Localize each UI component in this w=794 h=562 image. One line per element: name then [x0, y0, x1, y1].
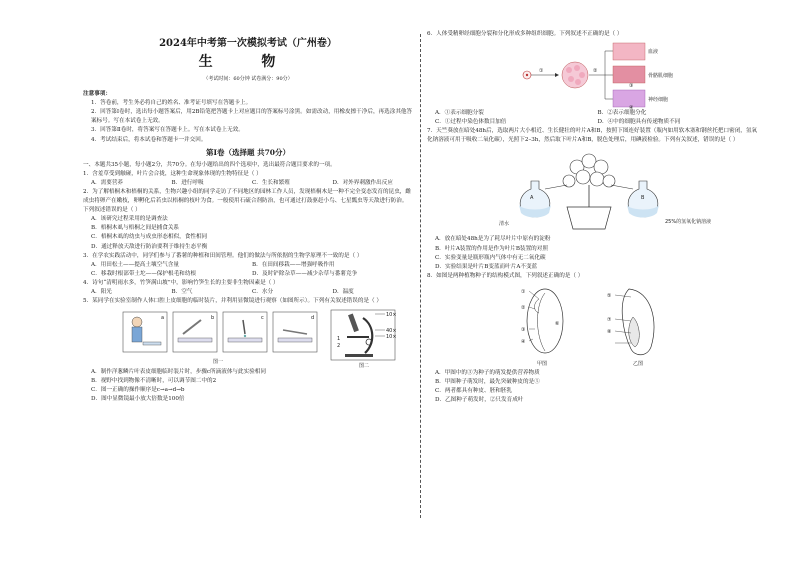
plant-experiment-figure [427, 145, 760, 235]
question-stem: 2．为了解梧桐木和梧桐的关系，生物兴趣小组的同学走访了不同地区的园林工作人员，发现梧桐木是一种不完全变态发育的昆虫，雌成虫将卵产在嫩枝，卵孵化后若虫以梧桐的枝叶为食。一般使用石硫合剂防治，也可通过打鼓驱赶小鸟、七星瓢虫等天敌进行防治。下列叙述错误的是（ ） [83, 188, 411, 214]
step-b-panel [173, 312, 217, 352]
magnification-label: 10× [386, 334, 397, 341]
question-3 [83, 252, 413, 279]
option[interactable]: B．视野中找到物像不清晰时，可以调节图二中的2 [91, 378, 217, 385]
part-number: ④ [521, 338, 526, 345]
panel-label-c: c [261, 315, 264, 322]
left-column [83, 30, 413, 405]
question-stem: 3．在学农实践活动中，同学们参与了番薯的种植和田间管理。他们的做法与所依据的生物学原理不一致的是（ ） [83, 252, 363, 259]
question-stem: 6．人体受精卵经细胞分裂和分化形成多种组织细胞。下列叙述不正确的是（ ） [427, 31, 623, 37]
flask-label: B [641, 195, 645, 202]
question-options [83, 368, 413, 404]
option[interactable]: C．生长和繁殖 [252, 179, 290, 186]
question-options [427, 235, 760, 271]
option[interactable]: C．两者都具有种皮、胚和胚乳 [435, 388, 512, 395]
right-column [427, 30, 760, 405]
option[interactable]: D．对外界刺激作出反应 [332, 179, 393, 186]
notes-block [83, 90, 413, 145]
option[interactable]: A．放在暗处48h是为了耗尽叶片中原有的淀粉 [435, 236, 551, 243]
figure-caption-1: 图一 [213, 359, 224, 366]
question-options [83, 288, 413, 297]
notes-item: 2．回答第Ⅰ卷时，选出每小题答案后，用2B铅笔把答题卡上对应题目的答案标号涂黑。如需改动，用橡皮擦干净后，再选涂其他答案标号。写在本试卷上无效。 [91, 109, 413, 125]
option[interactable]: A．甲图中的③为种子的萌发提供营养物质 [435, 369, 540, 376]
step-a-panel [123, 312, 167, 352]
option[interactable]: D．图中显微镜最小放大倍数是100倍 [91, 396, 185, 403]
option[interactable]: D．及时铲除杂草——减少杂草与番薯竞争 [252, 270, 358, 277]
flask-a-icon [519, 181, 567, 218]
question-8 [427, 272, 760, 405]
option[interactable]: A．阳光 [91, 288, 112, 295]
part-number: ③ [521, 326, 526, 333]
option[interactable]: B．空气 [171, 288, 193, 295]
notes-item: 3．回答第Ⅱ卷时，将答案写在答题卡上。写在本试卷上无效。 [91, 127, 244, 134]
option[interactable]: C．梧桐木虱的幼虫与成虫形态相似，食性相同 [91, 234, 208, 241]
option[interactable]: B．②表示细胞分化 [597, 110, 647, 117]
part-number: 1 [337, 336, 341, 343]
option[interactable]: D．乙图种子萌发时，②只发育成叶 [435, 397, 524, 404]
magnification-label: 40× [386, 328, 397, 335]
notes-heading: 注意事项： [83, 91, 111, 98]
option[interactable]: B．在田间移栽——增强呼吸作用 [252, 261, 335, 268]
question-6 [427, 30, 760, 127]
option[interactable]: C．实验变量是瓶形瓶内气体中有无二氧化碳 [435, 254, 546, 261]
figure-caption-left: 甲图 [537, 360, 548, 367]
tissue-label: 骨骼肌细胞 [648, 73, 674, 80]
flask-b-icon [611, 181, 659, 218]
step-number: ① [539, 68, 544, 75]
option[interactable]: D．④中的细胞具有传递物质不同 [597, 119, 681, 126]
part-number: 2 [337, 343, 341, 350]
option[interactable]: C．移栽时根部带土坨——保护根毛和幼根 [91, 270, 196, 277]
exam-subject: 生 物 [198, 54, 298, 70]
step-number: ② [593, 68, 598, 75]
question-1 [83, 170, 413, 188]
question-4 [83, 279, 413, 297]
column-divider [420, 34, 421, 518]
question-7 [427, 127, 760, 272]
plant-icon [563, 154, 615, 229]
figure-caption-2: 图二 [359, 363, 370, 369]
cell-differentiation-svg [427, 39, 760, 109]
question-options [83, 261, 413, 279]
magnification-label: 10× [386, 312, 397, 319]
tissue-label: 神经细胞 [648, 97, 669, 104]
figure-caption-right: 乙图 [633, 360, 644, 367]
naoh-label: 25%的氢氧化钠溶液 [665, 219, 712, 226]
seed-structure-figure [427, 281, 760, 369]
step-d-panel [273, 312, 317, 352]
option[interactable]: C．图一正确的操作顺序是c→a→d→b [91, 387, 185, 394]
cell-cluster-icon [562, 62, 588, 88]
question-2 [83, 188, 413, 252]
panel-label-b: b [211, 315, 215, 322]
option[interactable]: A．①表示细胞分裂 [435, 110, 484, 117]
blood-tissue-image [613, 43, 645, 60]
option[interactable]: B．叶片A装置的作用是作为叶片B装置的对照 [435, 245, 548, 252]
option[interactable]: D．实验结果是叶片B变蓝而叶片A不变蓝 [435, 263, 538, 270]
panel-label-a: a [161, 315, 165, 322]
question-options [427, 109, 760, 127]
panel-label-d: d [311, 315, 315, 322]
question-options [83, 179, 413, 188]
question-stem: 1．含羞草受到触碰，叶片会合拢，这种生命现象体现的生物特征是（ ） [83, 170, 262, 177]
option[interactable]: B．进行呼吸 [171, 179, 204, 186]
microscope-figure [83, 306, 413, 368]
part-number: ① [521, 288, 526, 295]
seed-structure-svg [427, 281, 760, 369]
option[interactable]: B．甲图种子萌发时，最先突破种皮的是⑤ [435, 379, 540, 386]
question-stem: 8．如图是两种植物种子的结构模式图，下列叙述正确的是（ ） [427, 272, 584, 279]
step-c-panel [223, 312, 267, 352]
section-intro: 一、本题共35小题，每小题2分，共70分。在每小题给出的四个选项中，选出最符合题目要求的一项。 [83, 161, 336, 168]
option[interactable]: A．用田松土——提高土壤空气含量 [91, 261, 179, 268]
option[interactable]: D．通过释放天敌进行防治要利于维持生态平衡 [91, 243, 208, 250]
microscope-icon [331, 310, 397, 368]
part-number: ② [521, 304, 526, 311]
option[interactable]: A．制作洋葱鳞片叶表皮细胞临时装片时，步骤c所滴液体与此实验相同 [91, 369, 266, 376]
part-number: ⑤ [607, 292, 612, 299]
tissue-label: 血液 [648, 49, 659, 56]
option[interactable]: A．需要营养 [91, 179, 124, 186]
question-options [83, 215, 413, 251]
plant-experiment-svg [427, 145, 760, 235]
part-number: ⑦ [607, 316, 612, 323]
water-label: 清水 [499, 221, 510, 228]
section-title: 第Ⅰ卷（选择题 共70分） [205, 147, 291, 157]
option[interactable]: C．水分 [252, 288, 274, 295]
microscope-figure-svg [83, 306, 413, 368]
notes-item: 4．考试结束后，将本试卷和答题卡一并交回。 [91, 136, 207, 143]
step-number: ④ [629, 105, 634, 110]
part-number: ⑥ [555, 320, 560, 327]
question-options [427, 369, 760, 405]
question-stem: 7．天竺葵放在暗处48h后，选取两片大小相近、生长健壮的叶片A和B，按照下图连好装置（瓶内如用软木塞和钢丝托把口密闭，氢氧化钠溶液可用于吸收二氧化碳），光照下2–3h，然后取下叶片A和B，脱色处理后，用碘液检验。下列有关叙述，错误的是（ ） [427, 128, 758, 144]
option[interactable]: D．温度 [332, 288, 354, 295]
step-number: ③ [629, 83, 634, 90]
question-5 [83, 297, 413, 404]
option[interactable]: A．该研究过程采用的是调查法 [91, 216, 168, 223]
option[interactable]: B．梧桐木虱与梧桐之间是捕食关系 [91, 225, 180, 232]
notes-item: 1．答卷前，考生务必将自己的姓名、准考证号填写在答题卡上。 [91, 100, 252, 107]
corn-seed-icon [607, 289, 654, 367]
exam-title: 2024年中考第一次模拟考试（广州卷） [159, 38, 337, 49]
question-stem: 5．某同学在实验室制作人体口腔上皮细胞的临时装片，并利用显微镜进行观察（如图所示）。下列有关叙述错误的是（ ） [83, 298, 383, 305]
part-number: ⑧ [607, 328, 612, 335]
option[interactable]: C．①过程中染色体数目加倍 [435, 119, 507, 126]
question-stem: 4．诗句“清明雨水多，竹笋满山坡”中，影响竹笋生长的主要非生物因素是（ ） [83, 279, 279, 286]
flask-label: A [530, 195, 534, 202]
cell-differentiation-figure [427, 39, 760, 109]
exam-meta: （考试时间：60分钟 试卷满分：90分） [203, 76, 293, 82]
muscle-tissue-image [613, 66, 645, 83]
bean-seed-icon [521, 289, 563, 367]
